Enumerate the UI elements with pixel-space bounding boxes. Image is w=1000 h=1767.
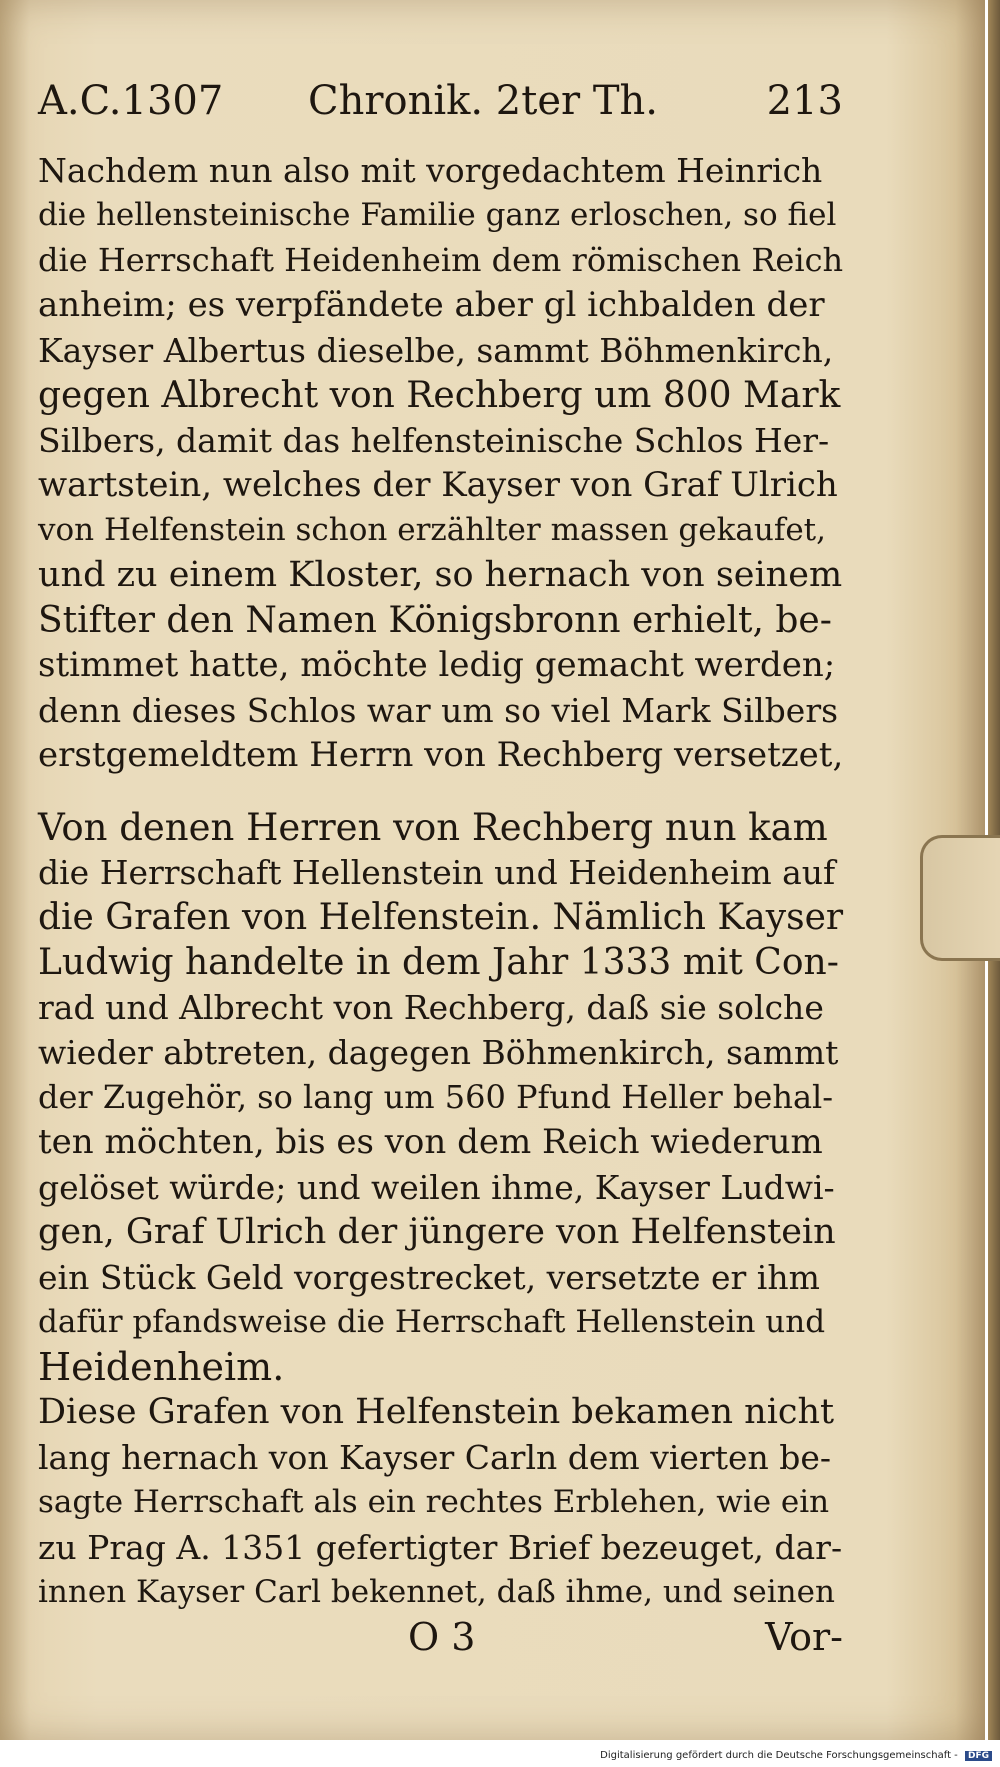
header-year: A.C.1307 (38, 78, 224, 124)
digitization-credit (600, 1750, 992, 1761)
text-line: die Herrschaft Heidenheim dem römischen Reich (38, 241, 844, 279)
text-line: Stifter den Namen Königsbronn erhielt, be- (38, 600, 832, 641)
text-line: Heidenheim. (38, 1345, 285, 1389)
text-line: gen, Graf Ulrich der jüngere von Helfenstein (38, 1212, 836, 1252)
text-line: von Helfenstein schon erzählter massen gekaufet, (38, 512, 826, 548)
text-line: gegen Albrecht von Rechberg um 800 Mark (38, 375, 841, 416)
text-line: wartstein, welches der Kayser von Graf Ulrich (38, 465, 838, 505)
paragraph-1 (38, 148, 843, 778)
text-line: anheim; es verpfändete aber gl ichbalden der (38, 285, 825, 325)
text-line: sagte Herrschaft als ein rechtes Erblehen, wie ein (38, 1484, 830, 1520)
text-line: dafür pfandsweise die Herrschaft Hellenstein und (38, 1304, 826, 1340)
text-line: Von denen Herren von Rechberg nun kam (38, 806, 828, 849)
signature-mark: O 3 (408, 1615, 476, 1659)
text-line: lang hernach von Kayser Carln dem vierten be- (38, 1438, 832, 1477)
page-number: 213 (766, 78, 843, 124)
text-line: stimmet hatte, möchte ledig gemacht werden; (38, 645, 836, 685)
running-header (38, 78, 843, 128)
text-line: ten möchten, bis es von dem Reich wiederum (38, 1122, 823, 1162)
text-line: innen Kayser Carl bekennet, daß ihme, und seinen (38, 1574, 835, 1610)
dfg-logo: DFG (965, 1751, 992, 1761)
catchword: Vor- (765, 1615, 843, 1659)
text-line: erstgemeldtem Herrn von Rechberg versetzet, (38, 735, 844, 775)
paragraph-2 (38, 805, 843, 1390)
paragraph-3 (38, 1390, 843, 1615)
text-line: die Grafen von Helfenstein. Nämlich Kayser (38, 897, 844, 938)
text-line: die hellensteinische Familie ganz erloschen, so fiel (38, 197, 837, 233)
text-line: und zu einem Kloster, so hernach von seinem (38, 555, 843, 595)
credit-text: Digitalisierung gefördert durch die Deutsche Forschungsgemeinschaft - (600, 1750, 958, 1761)
page-footer (38, 1615, 843, 1665)
text-line: gelöset würde; und weilen ihme, Kayser Ludwi- (38, 1168, 835, 1207)
text-line: der Zugehör, so lang um 560 Pfund Heller behal- (38, 1078, 834, 1116)
header-title: Chronik. 2ter Th. (308, 78, 658, 124)
text-line: rad und Albrecht von Rechberg, daß sie solche (38, 988, 824, 1027)
text-line: Nachdem nun also mit vorgedachtem Heinrich (38, 151, 823, 190)
text-line: zu Prag A. 1351 gefertigter Brief bezeuget, dar- (38, 1528, 843, 1567)
text-line: Kayser Albertus dieselbe, sammt Böhmenkirch, (38, 331, 834, 370)
text-line: ein Stück Geld vorgestrecket, versetzte er ihm (38, 1258, 820, 1297)
text-line: Silbers, damit das helfensteinische Schlos Her- (38, 421, 830, 460)
text-line: wieder abtreten, dagegen Böhmenkirch, sammt (38, 1033, 839, 1072)
text-line: Diese Grafen von Helfenstein bekamen nicht (38, 1392, 835, 1432)
text-line: Ludwig handelte in dem Jahr 1333 mit Con- (38, 942, 839, 983)
text-line: die Herrschaft Hellenstein und Heidenheim auf (38, 853, 836, 892)
book-clasp (920, 835, 1000, 961)
text-line: denn dieses Schlos war um so viel Mark Silbers (38, 691, 839, 730)
